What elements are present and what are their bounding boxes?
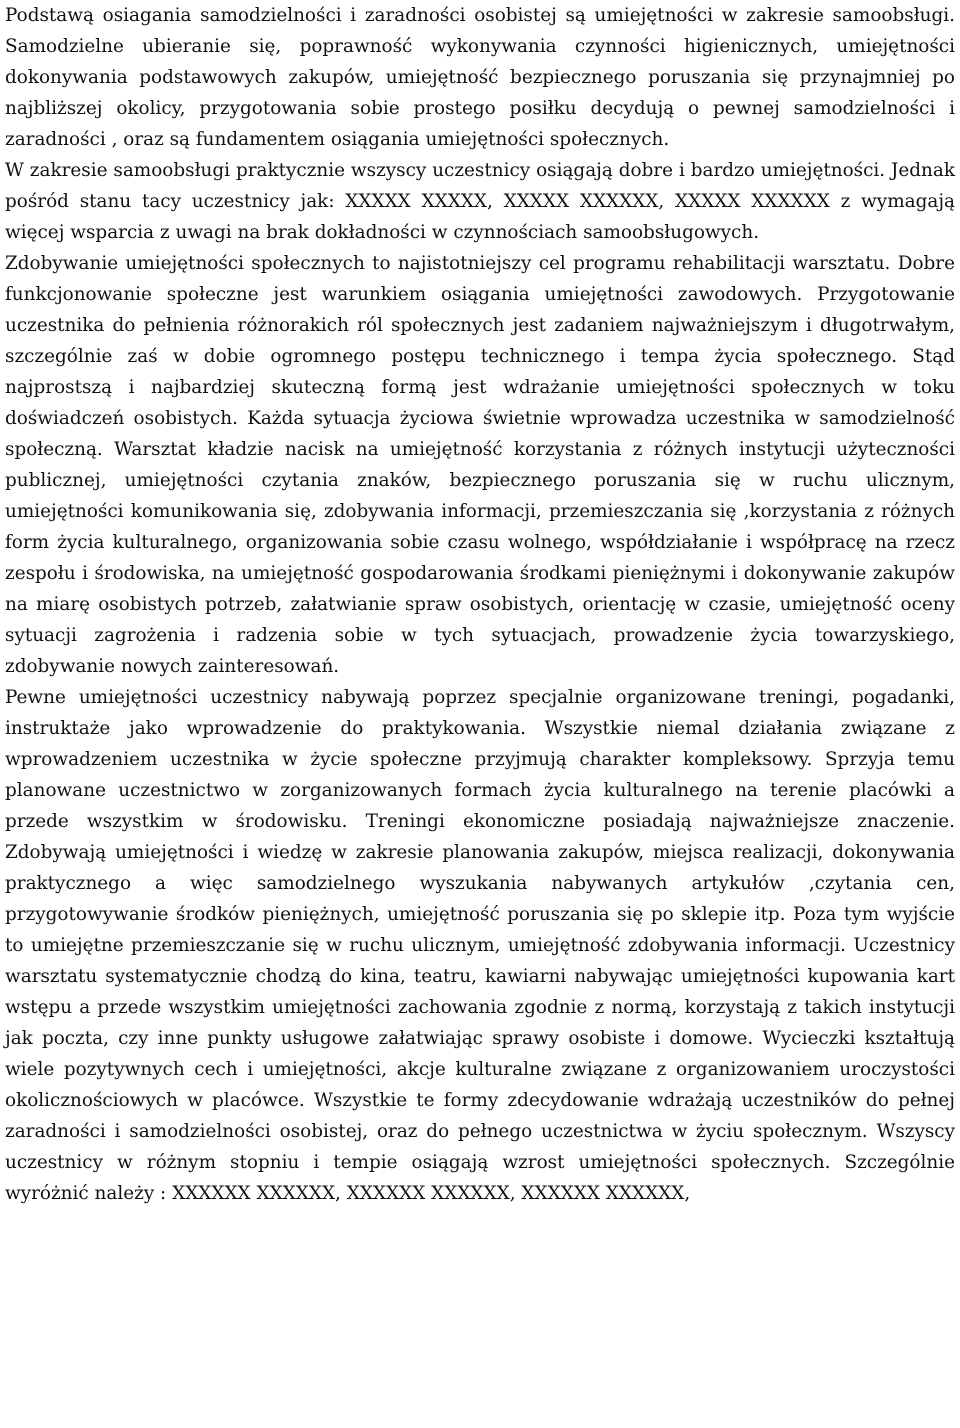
paragraph-self-care-assessment: W zakresie samoobsługi praktycznie wszyscy uczestnicy osiągają dobre i bardzo umiejętności. Jednak pośród stanu tacy uczestnicy jak: XXXXX XXXXX, XXXXX XXXXXX, XXXXX XXXXXX z wymagają więcej wsparcia z uwagi na brak dokładności w czynnościach samoobsługowych. bbox=[5, 160, 955, 243]
paragraph-social-skills: Zdobywanie umiejętności społecznych to najistotniejszy cel programu rehabilitacji warsztatu. Dobre funkcjonowanie społeczne jest warunkiem osiągania umiejętności zawodowych. Przygotowanie uczestnika do pełnienia różnorakich ról społecznych jest zadaniem najważniejszym i długotrwałym, szczególnie zaś w dobie ogromnego postępu technicznego i tempa życia społecznego. Stąd najprostszą i najbardziej skuteczną formą jest wdrażanie umiejętności społecznych w toku doświadczeń osobistych. Każda sytuacja życiowa świetnie wprowadza uczestnika w samodzielność społeczną. Warsztat kładzie nacisk na umiejętność korzystania z różnych instytucji użyteczności publicznej, umiejętności czytania znaków, bezpiecznego poruszania się w ruchu ulicznym, umiejętności komunikowania się, zdobywania informacji, przemieszczania się ,korzystania z różnych form życia kulturalnego, organizowania sobie czasu wolnego, współdziałanie i współpracę na rzecz zespołu i środowiska, na umiejętność gospodarowania środkami pieniężnymi i dokonywanie zakupów na miarę osobistych potrzeb, załatwianie spraw osobistych, orientację w czasie, umiejętność oceny sytuacji zagrożenia i radzenia sobie w tych sytuacjach, prowadzenie życia towarzyskiego, zdobywanie nowych zainteresowań. bbox=[5, 253, 955, 677]
document-page bbox=[5, 0, 955, 1209]
paragraph-self-care: Podstawą osiagania samodzielności i zaradności osobistej są umiejętności w zakresie samoobsługi. Samodzielne ubieranie się, poprawność wykonywania czynności higienicznych, umiejętności dokonywania podstawowych zakupów, umiejętność bezpiecznego poruszania się przynajmniej po najbliższej okolicy, przygotowania sobie prostego posiłku decydują o pewnej samodzielności i zaradności , oraz są fundamentem osiągania umiejętności społecznych. bbox=[5, 5, 955, 150]
paragraph-trainings: Pewne umiejętności uczestnicy nabywają poprzez specjalnie organizowane treningi, pogadanki, instruktaże jako wprowadzenie do praktykowania. Wszystkie niemal działania związane z wprowadzeniem uczestnika w życie społeczne przyjmują charakter kompleksowy. Sprzyja temu planowane uczestnictwo w zorganizowanych formach życia kulturalnego na terenie placówki a przede wszystkim w środowisku. Treningi ekonomiczne posiadają najważniejsze znaczenie. Zdobywają umiejętności i wiedzę w zakresie planowania zakupów, miejsca realizacji, dokonywania praktycznego a więc samodzielnego wyszukania nabywanych artykułów ,czytania cen, przygotowywanie środków pieniężnych, umiejętność poruszania się po sklepie itp. Poza tym wyjście to umiejętne przemieszczanie się w ruchu ulicznym, umiejętność zdobywania informacji. Uczestnicy warsztatu systematycznie chodzą do kina, teatru, kawiarni nabywając umiejętności kupowania kart wstępu a przede wszystkim umiejętności zachowania zgodnie z normą, korzystają z takich instytucji jak poczta, czy inne punkty usługowe załatwiając sprawy osobiste i domowe. Wycieczki kształtują wiele pozytywnych cech i umiejętności, akcje kulturalne związane z organizowaniem uroczystości okolicznościowych w placówce. Wszystkie te formy zdecydowanie wdrażają uczestników do pełnej zaradności i samodzielności osobistej, oraz do pełnego uczestnictwa w życiu społecznym. Wszyscy uczestnicy w różnym stopniu i tempie osiągają wzrost umiejętności społecznych. Szczególnie wyróżnić należy : XXXXXX XXXXXX, XXXXXX XXXXXX, XXXXXX XXXXXX, bbox=[5, 687, 955, 1204]
